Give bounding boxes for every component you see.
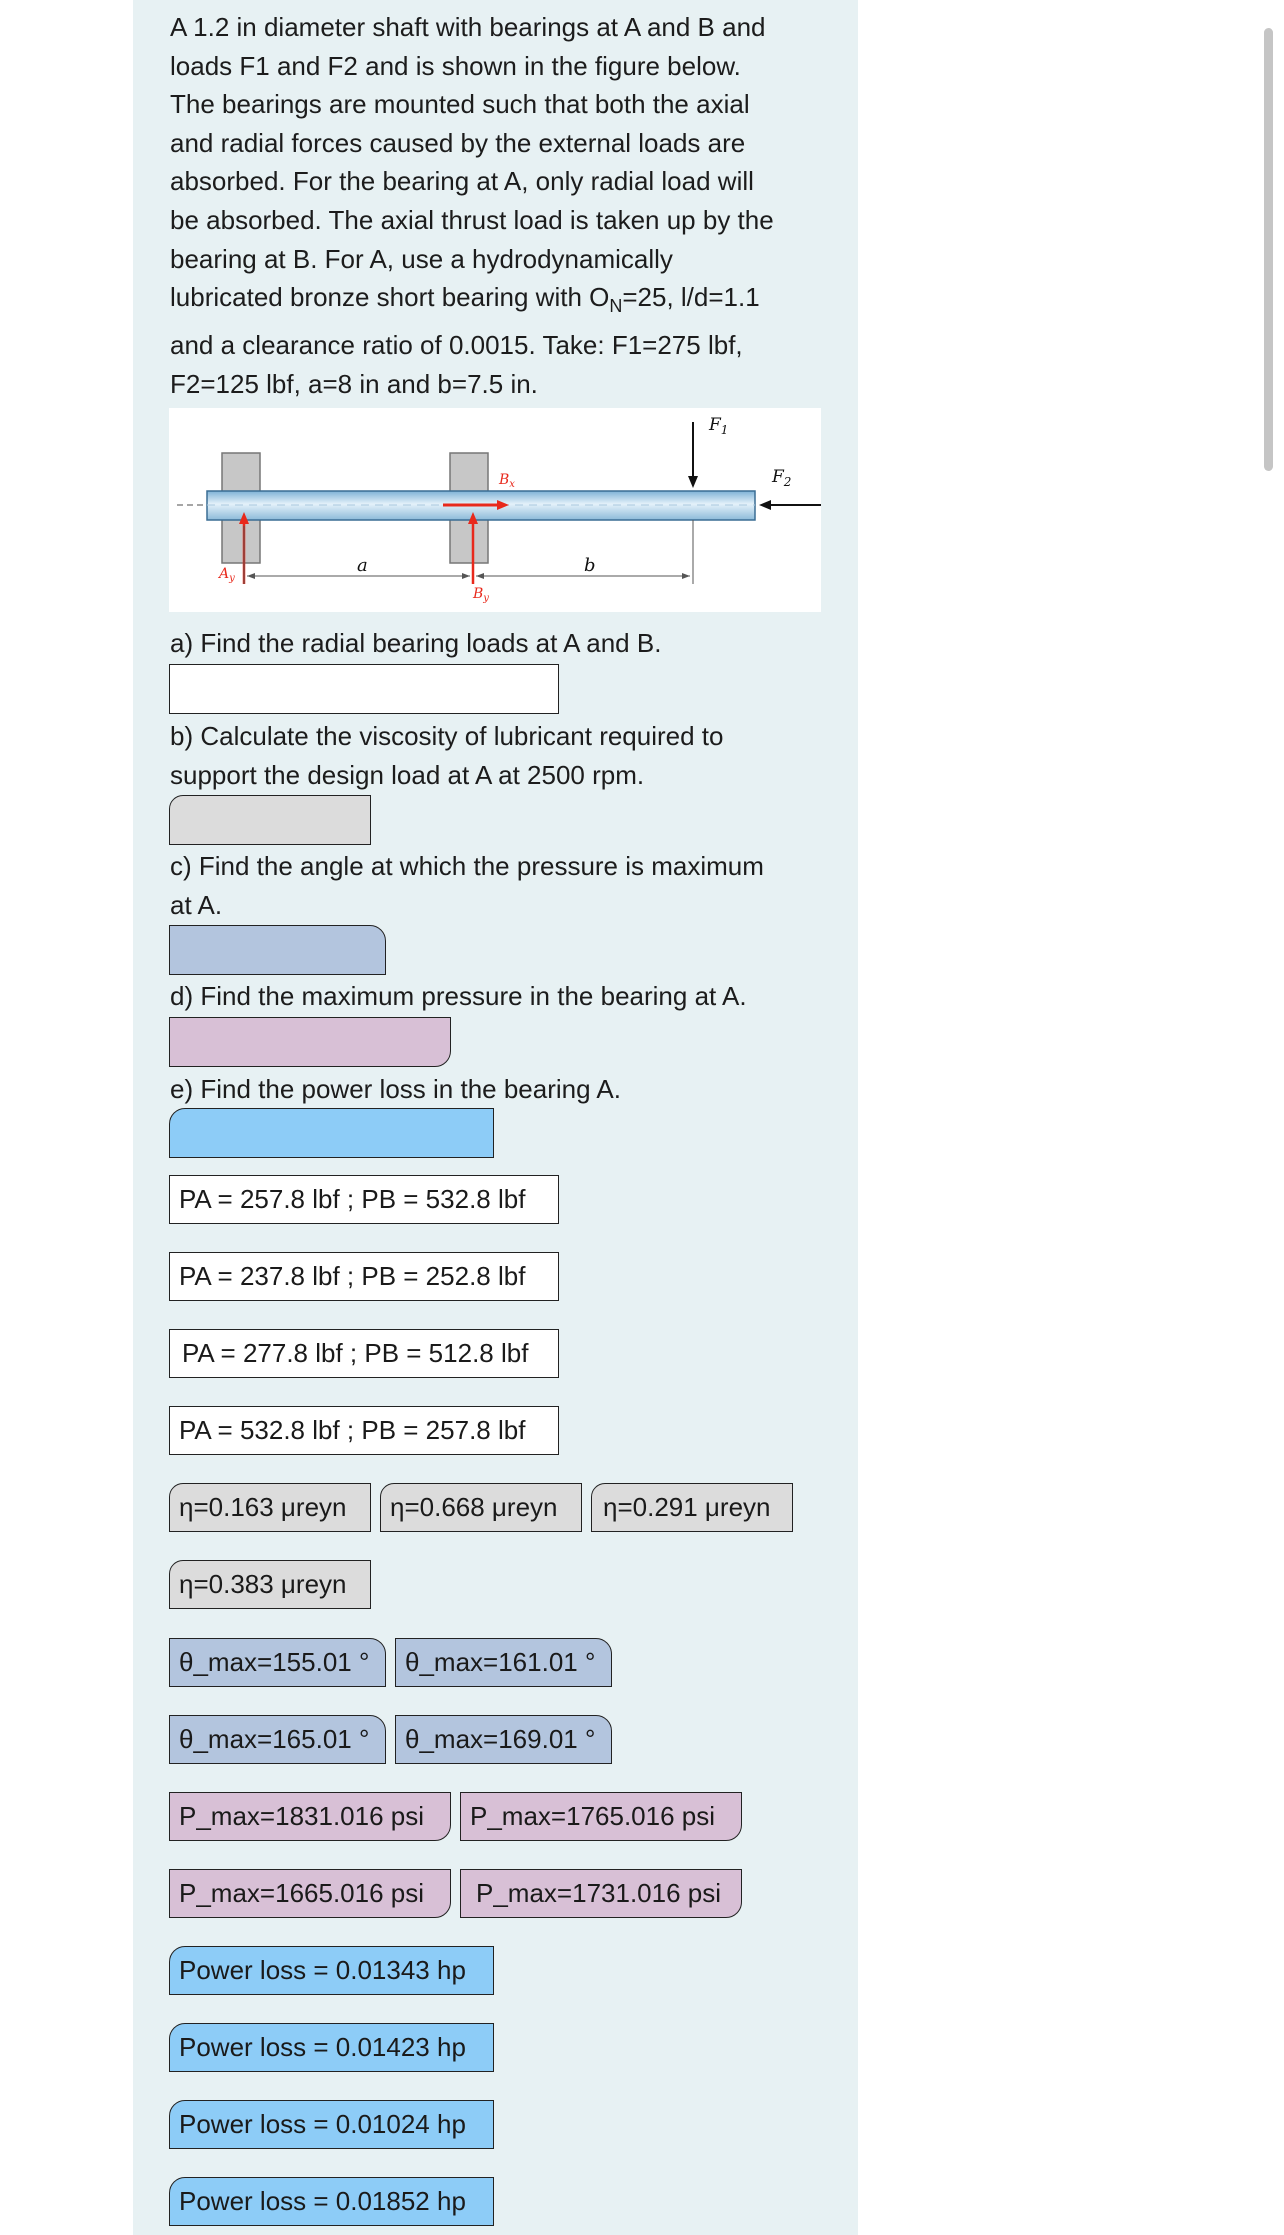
force-f1-head (688, 476, 698, 488)
option-theta-4[interactable]: θ_max=169.01 ° (395, 1715, 612, 1764)
label-bx: $B_x$ (499, 472, 515, 490)
dim-arrow (476, 573, 484, 579)
option-pmax-1[interactable]: P_max=1831.016 psi (169, 1792, 451, 1841)
problem-line: loads F1 and F2 and is shown in the figure below. (170, 50, 741, 81)
label-f2: $F_2$ (772, 467, 792, 489)
question-a: a) Find the radial bearing loads at A and B. (170, 628, 662, 658)
option-load-2[interactable]: PA = 237.8 lbf ; PB = 252.8 lbf (169, 1252, 559, 1301)
label-ay: $A_y$ (219, 566, 235, 584)
question-c-line: at A. (170, 889, 223, 920)
force-f2-head (759, 500, 771, 510)
question-b (170, 717, 830, 794)
option-viscosity-1[interactable]: η=0.163 μreyn (169, 1483, 371, 1532)
option-pmax-4[interactable]: P_max=1731.016 psi (460, 1869, 742, 1918)
label-b: b (584, 555, 596, 576)
option-theta-1[interactable]: θ_max=155.01 ° (169, 1638, 386, 1687)
option-power-2[interactable]: Power loss = 0.01423 hp (169, 2023, 494, 2072)
scrollbar-thumb[interactable] (1264, 28, 1273, 471)
question-b-line: b) Calculate the viscosity of lubricant required to (170, 721, 724, 751)
answer-drop-zone-b[interactable] (169, 795, 371, 845)
question-b-line: support the design load at A at 2500 rpm. (170, 759, 645, 790)
option-theta-3[interactable]: θ_max=165.01 ° (169, 1715, 386, 1764)
dim-arrow (682, 573, 690, 579)
shaft-diagram (169, 408, 821, 612)
problem-line: The bearings are mounted such that both the axial (170, 89, 750, 120)
question-d: d) Find the maximum pressure in the bearing at A. (170, 981, 747, 1011)
label-f1: $F_1$ (709, 415, 729, 437)
problem-line: absorbed. For the bearing at A, only radial load will (170, 166, 754, 197)
option-load-4[interactable]: PA = 532.8 lbf ; PB = 257.8 lbf (169, 1406, 559, 1455)
option-power-4[interactable]: Power loss = 0.01852 hp (169, 2177, 494, 2226)
answer-drop-zone-a[interactable] (169, 664, 559, 714)
answer-drop-zone-e[interactable] (169, 1108, 494, 1158)
question-c-line: c) Find the angle at which the pressure is maximum (170, 851, 764, 881)
option-viscosity-2[interactable]: η=0.668 μreyn (380, 1483, 582, 1532)
question-c (170, 847, 830, 924)
option-load-3[interactable]: PA = 277.8 lbf ; PB = 512.8 lbf (169, 1329, 559, 1378)
problem-statement (170, 8, 830, 403)
subscript-n: N (609, 296, 623, 317)
problem-line-end: =25, l/d=1.1 (622, 282, 760, 313)
option-power-3[interactable]: Power loss = 0.01024 hp (169, 2100, 494, 2149)
option-viscosity-4[interactable]: η=0.383 μreyn (169, 1560, 371, 1609)
problem-line: and a clearance ratio of 0.0015. Take: F1=275 lbf, (170, 329, 743, 360)
problem-line: A 1.2 in diameter shaft with bearings at A and B and (170, 12, 766, 42)
problem-line: bearing at B. For A, use a hydrodynamically (170, 243, 673, 274)
dim-arrow (462, 573, 470, 579)
problem-line-start: lubricated bronze short bearing with O (170, 282, 610, 313)
dim-arrow (247, 573, 255, 579)
option-viscosity-3[interactable]: η=0.291 μreyn (591, 1483, 793, 1532)
option-pmax-3[interactable]: P_max=1665.016 psi (169, 1869, 451, 1918)
question-e: e) Find the power loss in the bearing A. (170, 1074, 621, 1104)
problem-line (170, 278, 830, 326)
problem-line: be absorbed. The axial thrust load is taken up by the (170, 204, 774, 235)
problem-line: and radial forces caused by the external loads are (170, 127, 746, 158)
option-power-1[interactable]: Power loss = 0.01343 hp (169, 1946, 494, 1995)
option-theta-2[interactable]: θ_max=161.01 ° (395, 1638, 612, 1687)
answer-drop-zone-d[interactable] (169, 1017, 451, 1067)
shaft-figure (169, 408, 821, 612)
answer-drop-zone-c[interactable] (169, 925, 386, 975)
label-a: a (357, 555, 368, 576)
option-pmax-2[interactable]: P_max=1765.016 psi (460, 1792, 742, 1841)
problem-line: F2=125 lbf, a=8 in and b=7.5 in. (170, 368, 538, 399)
label-by: $B_y$ (473, 586, 489, 604)
option-load-1[interactable]: PA = 257.8 lbf ; PB = 532.8 lbf (169, 1175, 559, 1224)
